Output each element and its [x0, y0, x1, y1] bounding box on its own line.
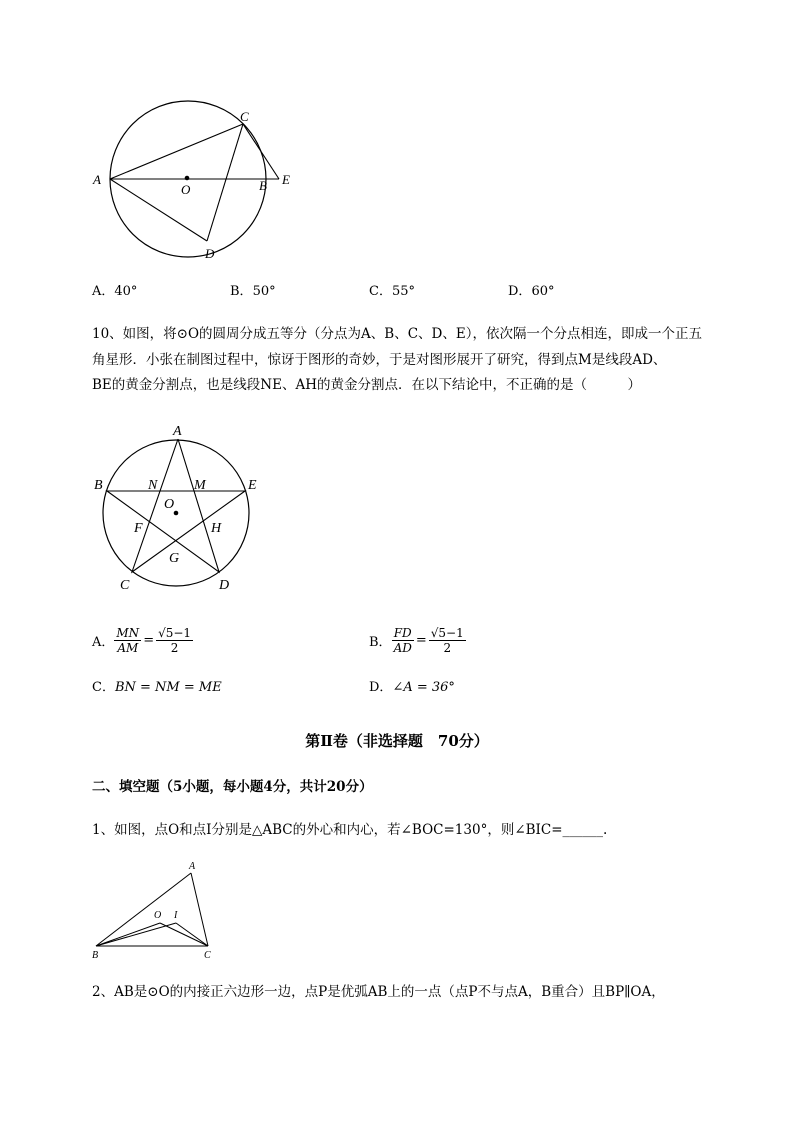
q10-line-1: 10、如图，将⊙O的圆周分成五等分（分点为A、B、C、D、E），依次隔一个分点相连，即成一个正五	[92, 326, 702, 342]
label-a: A	[189, 861, 196, 872]
q9-figure	[85, 95, 305, 270]
label-e: E	[248, 478, 257, 493]
label-a: A	[93, 172, 101, 187]
label-o: O	[164, 497, 175, 512]
q10-figure	[90, 418, 270, 596]
label-a: A	[173, 424, 182, 439]
label-c: C	[120, 578, 130, 593]
q10-option-c: C．BN = NM = ME	[92, 680, 222, 695]
part2-title: 第Ⅱ卷（非选择题 70分）	[305, 732, 489, 750]
q1-figure	[88, 856, 228, 964]
label-b: B	[94, 478, 103, 493]
label-f: F	[134, 521, 143, 536]
fraction-mn-am: $\frac{MN}{AM}$	[116, 625, 140, 655]
q9-option-b: B．50°	[230, 284, 276, 299]
label-i: I	[174, 910, 178, 921]
q10-option-d: D．∠A = 36°	[369, 680, 455, 695]
line-ad	[110, 179, 207, 241]
line-ce	[243, 124, 279, 179]
fraction-fd-ad: $\frac{FD}{AD}$	[393, 625, 412, 655]
label-h: H	[211, 521, 222, 536]
label-m: M	[194, 478, 206, 493]
label-n: N	[148, 478, 158, 493]
line-ac	[110, 124, 243, 179]
q10-line-3: BE的黄金分割点，也是线段NE、AH的黄金分割点．在以下结论中，不正确的是（ ）	[92, 377, 641, 393]
label-c: C	[204, 950, 211, 961]
label-g: G	[169, 551, 180, 566]
label-c: C	[240, 109, 249, 124]
center-dot	[174, 511, 179, 516]
q9-option-a: A．40°	[92, 284, 138, 299]
label-d: D	[205, 246, 215, 261]
label-e: E	[282, 172, 290, 187]
label-b: B	[92, 950, 99, 961]
center-dot	[185, 176, 190, 181]
q10-line-2: 角星形．小张在制图过程中，惊讶于图形的奇妙，于是对图形展开了研究，得到点M是线段AD、	[92, 352, 667, 368]
fraction-golden: $\frac{√5-1}{2}$	[430, 625, 464, 655]
q10-option-a: A． $\frac{MN}{AM}$ = $\frac{√5-1}{2}$	[92, 625, 192, 655]
q9-option-d: D．60°	[508, 284, 555, 299]
label-d: D	[219, 578, 230, 593]
section2-title: 二、填空题（5小题，每小题4分，共计20分）	[92, 779, 373, 795]
q1-text: 1、如图，点O和点I分别是△ABC的外心和内心，若∠BOC=130°，则∠BIC=______.	[92, 822, 608, 838]
q9-option-c: C．55°	[369, 284, 415, 299]
q10-option-b: B． $\frac{FD}{AD}$ = $\frac{√5-1}{2}$	[369, 625, 464, 655]
fraction-golden: $\frac{√5-1}{2}$	[158, 625, 192, 655]
label-b: B	[259, 178, 267, 193]
q2-text: 2、AB是⊙O的内接正六边形一边，点P是优弧AB上的一点（点P不与点A，B重合）且BP∥OA，	[92, 984, 665, 1000]
label-o: O	[181, 182, 191, 197]
label-o: O	[154, 910, 162, 921]
segment-oc	[160, 923, 208, 946]
segment-bi	[96, 923, 176, 946]
segment-bo	[96, 923, 160, 946]
line-cd	[207, 124, 243, 241]
